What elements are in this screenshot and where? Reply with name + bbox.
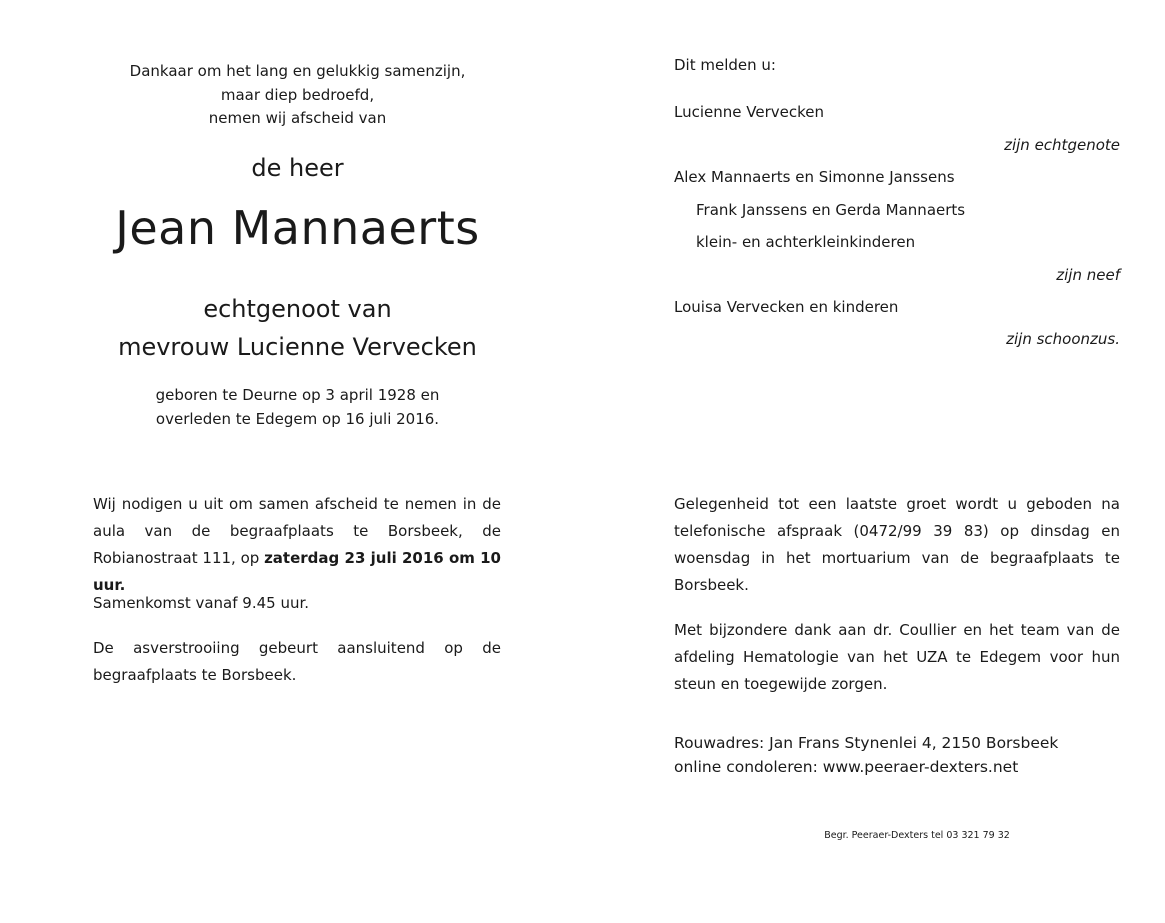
honorific: de heer (251, 154, 344, 182)
family-member: klein- en achterkleinkinderen (696, 233, 916, 251)
birth-line: geboren te Deurne op 3 april 1928 en (155, 386, 440, 404)
funeral-home-footer: Begr. Peeraer-Dexters tel 03 321 79 32 (824, 830, 1010, 841)
family-member: Louisa Vervecken en kinderen (674, 298, 899, 316)
thanks-paragraph: Met bijzondere dank aan dr. Coullier en het team van de afdeling Hematologie van het UZA te Edegem voor hun steun en toegewijde zorgen. (674, 621, 1120, 693)
intro-line: maar diep bedroefd, (220, 85, 375, 104)
contact-block (674, 731, 1120, 779)
mourning-address: Rouwadres: Jan Frans Stynenlei 4, 2150 Borsbeek (674, 734, 1059, 752)
ashes-text: De asverstrooiing gebeurt aansluitend op de begraafplaats te Borsbeek. (93, 639, 501, 684)
relation-label: zijn echtgenote (1004, 136, 1120, 154)
death-line: overleden te Edegem op 16 juli 2016. (155, 410, 440, 428)
intro-line: Dankaar om het lang en gelukkig samenzijn, (129, 62, 466, 80)
online-condolences: online condoleren: www.peeraer-dexters.net (674, 758, 1019, 776)
family-member: Lucienne Vervecken (674, 103, 824, 121)
spouse-text (90, 290, 505, 366)
invitation-paragraph (93, 491, 501, 599)
relation-label: zijn neef (1056, 266, 1120, 284)
relation-label: zijn schoonzus. (1006, 330, 1120, 348)
deceased-name: Jean Mannaerts (115, 201, 480, 255)
intro-line: nemen wij afscheid van (208, 109, 387, 127)
spouse-line: mevrouw Lucienne Vervecken (118, 333, 477, 361)
family-member: Alex Mannaerts en Simonne Janssens (674, 168, 955, 186)
spouse-line: echtgenoot van (203, 295, 392, 323)
invitation-text: Wij nodigen u uit om samen afscheid te nemen in de aula van de begraafplaats te Borsbeek, de Robianostraat 111, op (93, 495, 501, 567)
visit-paragraph: Gelegenheid tot een laatste groet wordt u geboden na telefonische afspraak (0472/99 39 83) op dinsdag en woensdag in het mortuarium van de begraafplaats te Borsbeek. (674, 495, 1120, 594)
family-member: Frank Janssens en Gerda Mannaerts (696, 201, 966, 219)
gathering-text: Samenkomst vanaf 9.45 uur. (93, 594, 310, 612)
announce-text: Dit melden u: (674, 56, 776, 74)
invitation-date: zaterdag 23 juli 2016 om 10 uur. (93, 549, 501, 594)
life-dates (90, 383, 505, 431)
intro-text (90, 60, 505, 131)
